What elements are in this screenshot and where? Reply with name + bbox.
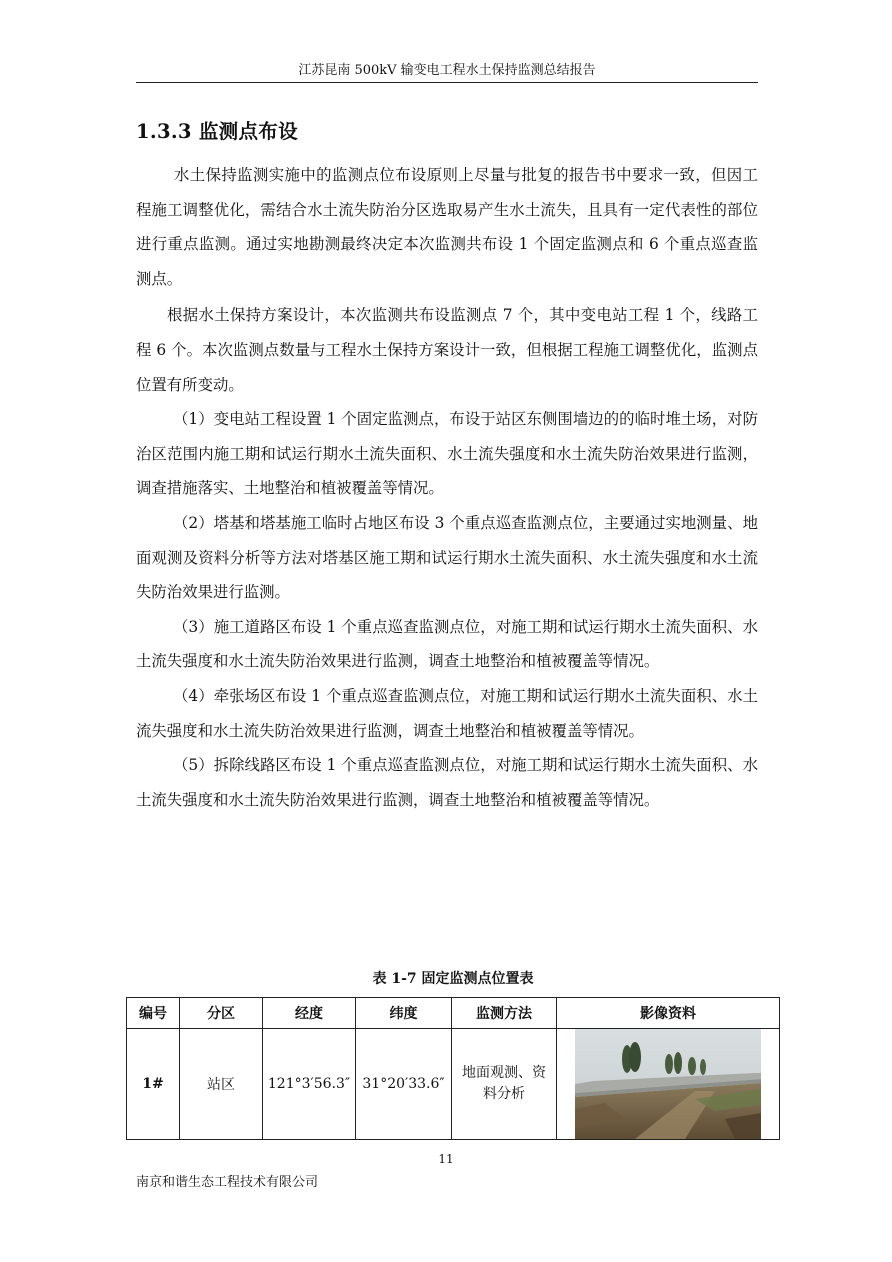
column-header-zone: 分区 [180, 998, 263, 1029]
table-header-row [127, 998, 780, 1029]
monitoring-point-table [126, 997, 780, 1140]
section-heading: 1.3.3 监测点布设 [136, 120, 298, 143]
column-header-method: 监测方法 [452, 998, 557, 1029]
cell-latitude: 31°20′33.6″ [356, 1029, 452, 1140]
body-text [136, 158, 758, 817]
table-caption: 表 1-7 固定监测点位置表 [372, 971, 534, 987]
paragraph-layout-principle: 水土保持监测实施中的监测点位布设原则上尽量与批复的报告书中要求一致，但因工程施工调整优化，需结合水土流失防治分区选取易产生水土流失，且具有一定代表性的部位进行重点监测。通过实地勘测最终决定本次监测共布设 1 个固定监测点和 6 个重点巡查监测点。 [136, 166, 758, 288]
page-number: 11 [438, 1152, 454, 1166]
header-rule [136, 82, 758, 83]
column-header-id: 编号 [127, 998, 180, 1029]
footer-company: 南京和谐生态工程技术有限公司 [136, 1175, 319, 1190]
method-text: 地面观测、资料分析 [462, 1065, 546, 1102]
paragraph-item-2: （2）塔基和塔基施工临时占地区布设 3 个重点巡查监测点位，主要通过实地测量、地面观测及资料分析等方法对塔基区施工期和试运行期水土流失面积、水土流失强度和水土流失防治效果进行监测。 [136, 513, 758, 602]
cell-zone: 站区 [180, 1029, 263, 1140]
column-header-photo: 影像资料 [557, 998, 780, 1029]
cell-longitude: 121°3′56.3″ [263, 1029, 356, 1140]
paragraph-item-4: （4）牵张场区布设 1 个重点巡查监测点位，对施工期和试运行期水土流失面积、水土流失强度和水土流失防治效果进行监测，调查土地整治和植被覆盖等情况。 [136, 686, 758, 740]
column-header-longitude: 经度 [263, 998, 356, 1029]
table-row [127, 1029, 780, 1140]
paragraph-item-5: （5）拆除线路区布设 1 个重点巡查监测点位，对施工期和试运行期水土流失面积、水土流失强度和水土流失防治效果进行监测，调查土地整治和植被覆盖等情况。 [136, 756, 758, 809]
paragraph-item-1: （1）变电站工程设置 1 个固定监测点，布设于站区东侧围墙边的的临时堆土场，对防治区范围内施工期和试运行期水土流失面积、水土流失强度和水土流失防治效果进行监测，调查措施落实、土地整治和植被覆盖等情况。 [136, 410, 758, 498]
column-header-latitude: 纬度 [356, 998, 452, 1029]
cell-photo [557, 1029, 780, 1140]
paragraph-point-count: 根据水土保持方案设计，本次监测共布设监测点 7 个，其中变电站工程 1 个，线路工程 6 个。本次监测点数量与工程水土保持方案设计一致，但根据工程施工调整优化，监测点位置有所变动。 [136, 306, 758, 394]
cell-id: 1# [127, 1029, 180, 1140]
running-header: 江苏昆南 500kV 输变电工程水土保持监测总结报告 [298, 63, 596, 78]
cell-method [452, 1029, 557, 1140]
site-photo [575, 1029, 761, 1139]
paragraph-item-3: （3）施工道路区布设 1 个重点巡查监测点位，对施工期和试运行期水土流失面积、水土流失强度和水土流失防治效果进行监测，调查土地整治和植被覆盖等情况。 [136, 617, 758, 671]
